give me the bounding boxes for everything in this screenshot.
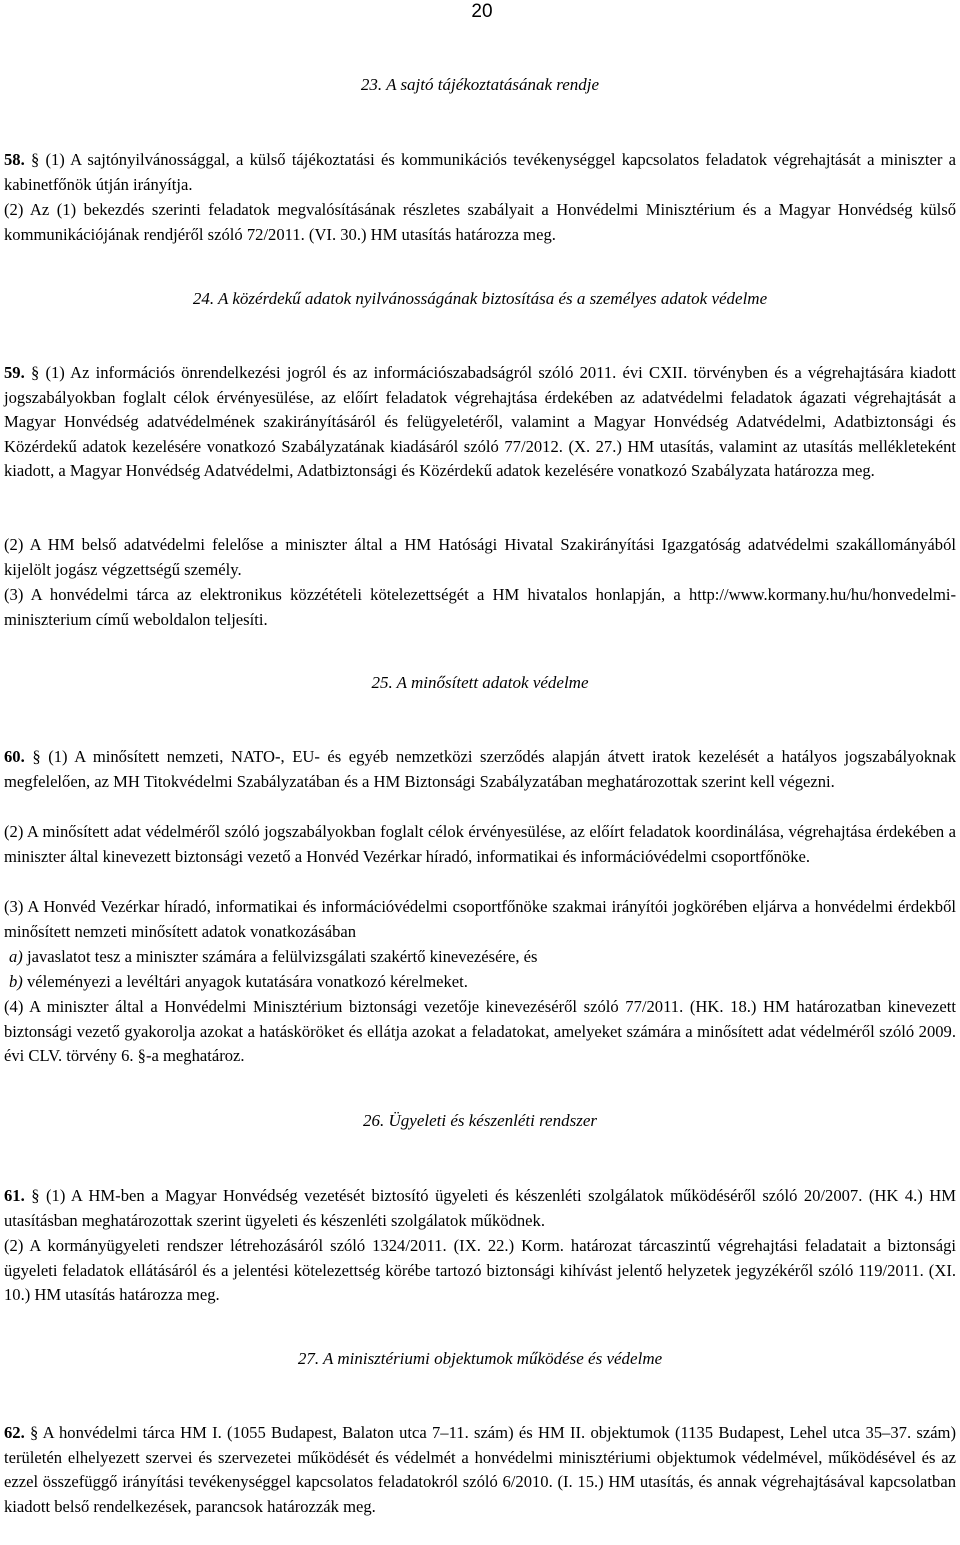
paragraph-text: (3) A Honvéd Vezérkar híradó, informatikai és információvédelmi csoportfőnöke szakmai irányítói jogkörében eljárva a honvédelmi érdekből minősített nemzeti minősített adatok vonatkozásában — [4, 897, 956, 941]
section-heading-24: 24. A közérdekű adatok nyilvánosságának biztosítása és a személyes adatok védelme — [192, 289, 768, 308]
paragraph-number: 58. — [4, 150, 25, 169]
paragraph-number: 61. — [4, 1186, 25, 1205]
section-heading-23: 23. A sajtó tájékoztatásának rendje — [360, 75, 600, 94]
paragraph-text: (4) A miniszter által a Honvédelmi Minisztérium biztonsági vezetője kinevezéséről szóló 77/2011. (HK. 18.) HM határozatban kinevezett biztonsági vezető gyakorolja azokat a hatásköröket és ellátja azokat a feladatokat, amelyeket számára a minősített adat védelméről szóló 2009. évi CLV. törvény 6. §-a meghatároz. — [4, 997, 956, 1066]
paragraph-62 — [4, 1421, 956, 1519]
page-number: 20 — [471, 1, 493, 22]
paragraph-text: (2) A kormányügyeleti rendszer létrehozásáról szóló 1324/2011. (IX. 22.) Korm. határozat tárcaszintű végrehajtási feladatait a biztonsági ügyeleti feladatok ellátásáról és a jelentési kötelezettség körébe tartozó biztonsági kihívást jelentő helyzetek jegyzékéről szóló 119/2011. (XI. 10.) HM utasítás határozza meg. — [4, 1236, 956, 1305]
paragraph-text: § (1) A minősített nemzeti, NATO-, EU- és egyéb nemzetközi szerződés alapján átvett iratok kezelését a hatályos jogszabályoknak megfelelően, az MH Titokvédelmi Szabályzatában és a HM Biztonsági Szabályzatában meghatározottak szerint kell végezni. — [4, 747, 956, 791]
paragraph-60-2 — [4, 820, 956, 869]
paragraph-60-3-b — [9, 970, 960, 995]
paragraph-text: véleményezi a levéltári anyagok kutatására vonatkozó kérelmeket. — [22, 972, 468, 991]
paragraph-61-2 — [4, 1234, 956, 1308]
paragraph-60-1 — [4, 745, 956, 794]
paragraph-60-3-a — [9, 945, 960, 970]
list-label-b: b) — [9, 972, 23, 991]
section-heading-25: 25. A minősített adatok védelme — [371, 673, 589, 692]
paragraph-59-2 — [4, 533, 956, 582]
paragraph-58-2 — [4, 198, 956, 247]
paragraph-60-3 — [4, 895, 956, 944]
list-label-a: a) — [9, 947, 23, 966]
paragraph-58-1 — [4, 148, 956, 197]
paragraph-text: (2) Az (1) bekezdés szerinti feladatok megvalósításának részletes szabályait a Honvédelmi Minisztérium és a Magyar Honvédség külső kommunikációjának rendjéről szóló 72/2011. (VI. 30.) HM utasítás határozza meg. — [4, 200, 956, 244]
paragraph-text: (2) A minősített adat védelméről szóló jogszabályokban foglalt célok érvényesülése, az előírt feladatok koordinálása, végrehajtása érdekében a miniszter által kinevezett biztonsági vezető a Honvéd Vezérkar híradó, informatikai és információvédelmi csoportfőnöke. — [4, 822, 956, 866]
paragraph-number: 60. — [4, 747, 25, 766]
paragraph-text: § A honvédelmi tárca HM I. (1055 Budapest, Balaton utca 7–11. szám) és HM II. objektumok (1135 Budapest, Lehel utca 35–37. szám) területén elhelyezett szervei és szervezetei működését és védelmét a honvédelmi minisztériumi objektumok védelmével, működésével és az ezzel összefüggő irányítási tevékenységgel kapcsolatos feladatokról szóló 6/2010. (I. 15.) HM utasítás, és annak végrehajtásával kapcsolatban kiadott belső rendelkezések, parancsok határozzák meg. — [4, 1423, 956, 1516]
paragraph-59-3 — [4, 583, 956, 632]
paragraph-number: 62. — [4, 1423, 25, 1442]
section-heading-27: 27. A minisztériumi objektumok működése és védelme — [297, 1349, 663, 1368]
paragraph-59-1 — [4, 361, 956, 484]
section-heading-26: 26. Ügyeleti és készenléti rendszer — [363, 1111, 597, 1130]
paragraph-number: 59. — [4, 363, 25, 382]
paragraph-text: (3) A honvédelmi tárca az elektronikus közzétételi kötelezettségét a HM hivatalos honlapján, a http://www.kormany.hu/hu/honvedelmi-miniszterium című weboldalon teljesíti. — [4, 585, 956, 629]
paragraph-61-1 — [4, 1184, 956, 1233]
paragraph-text: § (1) A sajtónyilvánossággal, a külső tájékoztatási és kommunikációs tevékenységgel kapcsolatos feladatok végrehajtását a miniszter a kabinetfőnök útján irányítja. — [4, 150, 956, 194]
paragraph-text: § (1) A HM-ben a Magyar Honvédség vezetését biztosító ügyeleti és készenléti szolgálatok működéséről szóló 20/2007. (HK 4.) HM utasításban meghatározottak szerint ügyeleti és készenléti szolgálatok működnek. — [4, 1186, 956, 1230]
paragraph-text: § (1) Az információs önrendelkezési jogról és az információszabadságról szóló 2011. évi CXII. törvényben és a végrehajtására kiadott jogszabályokban foglalt célok érvényesülése, az előírt feladatok végrehajtása érdekében az adatvédelmi feladatok ágazati végrehajtását a Magyar Honvédség adatvédelmének szakirányításáról és felügyeletéről, valamint a Magyar Honvédség Adatvédelmi, Adatbiztonsági és Közérdekű adatok kezelésére vonatkozó Szabályzatának kiadásáról szóló 77/2012. (X. 27.) HM utasítás, valamint az utasítás mellékleteként kiadott, a Magyar Honvédség Adatvédelmi, Adatbiztonsági és Közérdekű adatok kezelésére vonatkozó Szabályzata határozza meg. — [4, 363, 956, 481]
paragraph-60-4 — [4, 995, 956, 1069]
paragraph-text: (2) A HM belső adatvédelmi felelőse a miniszter által a HM Hatósági Hivatal Szakirányítási Igazgatóság adatvédelmi szakállományából kijelölt jogász végzettségű személy. — [4, 535, 956, 579]
paragraph-text: javaslatot tesz a miniszter számára a felülvizsgálati szakértő kinevezésére, és — [22, 947, 538, 966]
